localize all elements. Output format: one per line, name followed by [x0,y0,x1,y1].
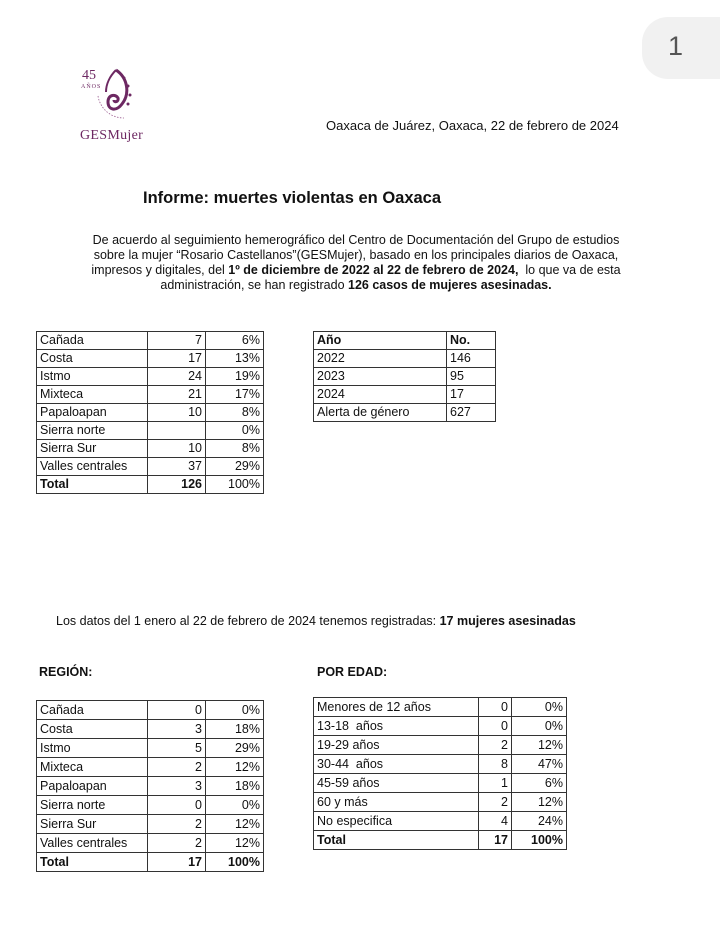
table-cell: Total [314,831,479,850]
table-row [37,422,264,440]
table-cell: 2 [148,815,206,834]
table-row [37,440,264,458]
table-cell: 10 [148,404,206,422]
table-cell: 8% [206,440,264,458]
table-cell: Sierra Sur [37,440,148,458]
table-cell: 13% [206,350,264,368]
table-cell: Papaloapan [37,777,148,796]
table-header-row [314,332,496,350]
table-cell: 47% [512,755,567,774]
table-cell: Total [37,853,148,872]
table-cell: 0 [479,717,512,736]
ages-2024-table [313,697,567,850]
table-row [314,368,496,386]
table-row [37,701,264,720]
table-cell: Alerta de género [314,404,447,422]
table-cell: Istmo [37,368,148,386]
table-cell: Sierra norte [37,796,148,815]
table-row [37,815,264,834]
note-2024: Los datos del 1 enero al 22 de febrero de 2024 tenemos registradas: 17 mujeres asesinadas [56,614,576,628]
table-cell: Costa [37,720,148,739]
intro-line: sobre la mujer “Rosario Castellanos”(GESMujer), basado en los principales diarios de Oaxaca, [93,248,619,262]
table-cell: 29% [206,739,264,758]
table-cell: 2 [479,793,512,812]
table-cell: 17 [148,853,206,872]
table-cell: 19-29 años [314,736,479,755]
table-row [314,812,567,831]
table-cell: 12% [512,793,567,812]
table-cell: 100% [512,831,567,850]
table-cell: 6% [206,332,264,350]
table-row [314,717,567,736]
table-cell: No. [447,332,496,350]
logo-years: 45 [82,68,96,83]
table-cell: 7 [148,332,206,350]
table-row [314,386,496,404]
age-heading: POR EDAD: [317,665,388,679]
logo-years-word: AÑOS [81,84,102,90]
table-cell: 45-59 años [314,774,479,793]
table-cell: 60 y más [314,793,479,812]
table-cell: 0 [148,796,206,815]
table-cell: 5 [148,739,206,758]
total-row [37,853,264,872]
table-row [37,834,264,853]
page-number: 1 [668,31,684,61]
table-cell: 18% [206,777,264,796]
table-cell: 17 [479,831,512,850]
table-cell: 100% [206,853,264,872]
table-row [314,736,567,755]
regions-total-table [36,331,264,494]
total-cases: 126 casos de mujeres asesinadas. [348,278,552,292]
table-cell: 12% [206,758,264,777]
table-cell: 2022 [314,350,447,368]
table-row [314,698,567,717]
table-row [37,332,264,350]
table-cell: No especifica [314,812,479,831]
table-row [314,793,567,812]
table-row [37,720,264,739]
table-cell: 0 [479,698,512,717]
table-cell: Cañada [37,701,148,720]
table-row [37,739,264,758]
table-cell: 0% [206,701,264,720]
table-cell: 146 [447,350,496,368]
table-cell: 17 [148,350,206,368]
table-cell: Papaloapan [37,404,148,422]
table-row [314,774,567,793]
table-cell: 8 [479,755,512,774]
table-cell: 2 [148,758,206,777]
table-cell: 4 [479,812,512,831]
gesmujer-logo [70,62,150,148]
table-cell: 24 [148,368,206,386]
table-cell: 30-44 años [314,755,479,774]
table-cell: 0% [206,796,264,815]
table-cell: 8% [206,404,264,422]
table-cell: 0% [206,422,264,440]
table-cell: Menores de 12 años [314,698,479,717]
table-row [37,458,264,476]
table-cell: 29% [206,458,264,476]
table-row [37,796,264,815]
table-cell: 17 [447,386,496,404]
intro-line: administración, se han registrado 126 casos de mujeres asesinadas. [160,278,552,292]
table-cell: 0 [148,701,206,720]
region-heading: REGIÓN: [39,665,93,679]
table-row [37,404,264,422]
table-row [37,758,264,777]
table-cell: Total [37,476,148,494]
intro-line: De acuerdo al seguimiento hemerográfico del Centro de Documentación del Grupo de estudios [92,233,620,247]
table-cell: Istmo [37,739,148,758]
total-row [37,476,264,494]
table-cell: 18% [206,720,264,739]
table-cell: 2024 [314,386,447,404]
table-cell: 3 [148,720,206,739]
table-cell [148,422,206,440]
table-cell: Sierra norte [37,422,148,440]
table-row [37,386,264,404]
table-cell: 21 [148,386,206,404]
table-cell: Año [314,332,447,350]
table-cell: 2023 [314,368,447,386]
table-row [314,755,567,774]
table-cell: 95 [447,368,496,386]
table-cell: 2 [479,736,512,755]
table-cell: 126 [148,476,206,494]
table-cell: 12% [206,815,264,834]
date-line: Oaxaca de Juárez, Oaxaca, 22 de febrero de 2024 [326,118,619,133]
table-row [37,777,264,796]
table-row [314,404,496,422]
table-cell: 6% [512,774,567,793]
table-cell: 10 [148,440,206,458]
table-cell: Valles centrales [37,834,148,853]
regions-2024-table [36,700,264,872]
table-cell: Cañada [37,332,148,350]
table-row [314,350,496,368]
table-cell: 0% [512,698,567,717]
table-cell: 100% [206,476,264,494]
table-cell: 2 [148,834,206,853]
table-cell: 13-18 años [314,717,479,736]
intro-paragraph [44,233,668,293]
note-2024-count: 17 mujeres asesinadas [439,614,576,628]
table-cell: 627 [447,404,496,422]
years-table [313,331,496,422]
table-cell: 12% [512,736,567,755]
table-cell: 3 [148,777,206,796]
table-cell: Costa [37,350,148,368]
table-cell: 24% [512,812,567,831]
table-cell: 0% [512,717,567,736]
table-cell: Mixteca [37,758,148,777]
table-cell: Mixteca [37,386,148,404]
total-row [314,831,567,850]
table-cell: Sierra Sur [37,815,148,834]
table-cell: 12% [206,834,264,853]
table-cell: 37 [148,458,206,476]
date-range: 1º de diciembre de 2022 al 22 de febrero de 2024, [228,263,519,277]
page-number-badge [642,17,720,79]
logo-name: GESMujer [80,128,144,143]
table-cell: 1 [479,774,512,793]
table-cell: 17% [206,386,264,404]
logo-emblem-icon [94,66,138,122]
report-title: Informe: muertes violentas en Oaxaca [143,189,442,207]
table-row [37,368,264,386]
table-cell: Valles centrales [37,458,148,476]
intro-line: impresos y digitales, del 1º de diciembre de 2022 al 22 de febrero de 2024, lo que va de esta [91,263,621,277]
table-cell: 19% [206,368,264,386]
table-row [37,350,264,368]
